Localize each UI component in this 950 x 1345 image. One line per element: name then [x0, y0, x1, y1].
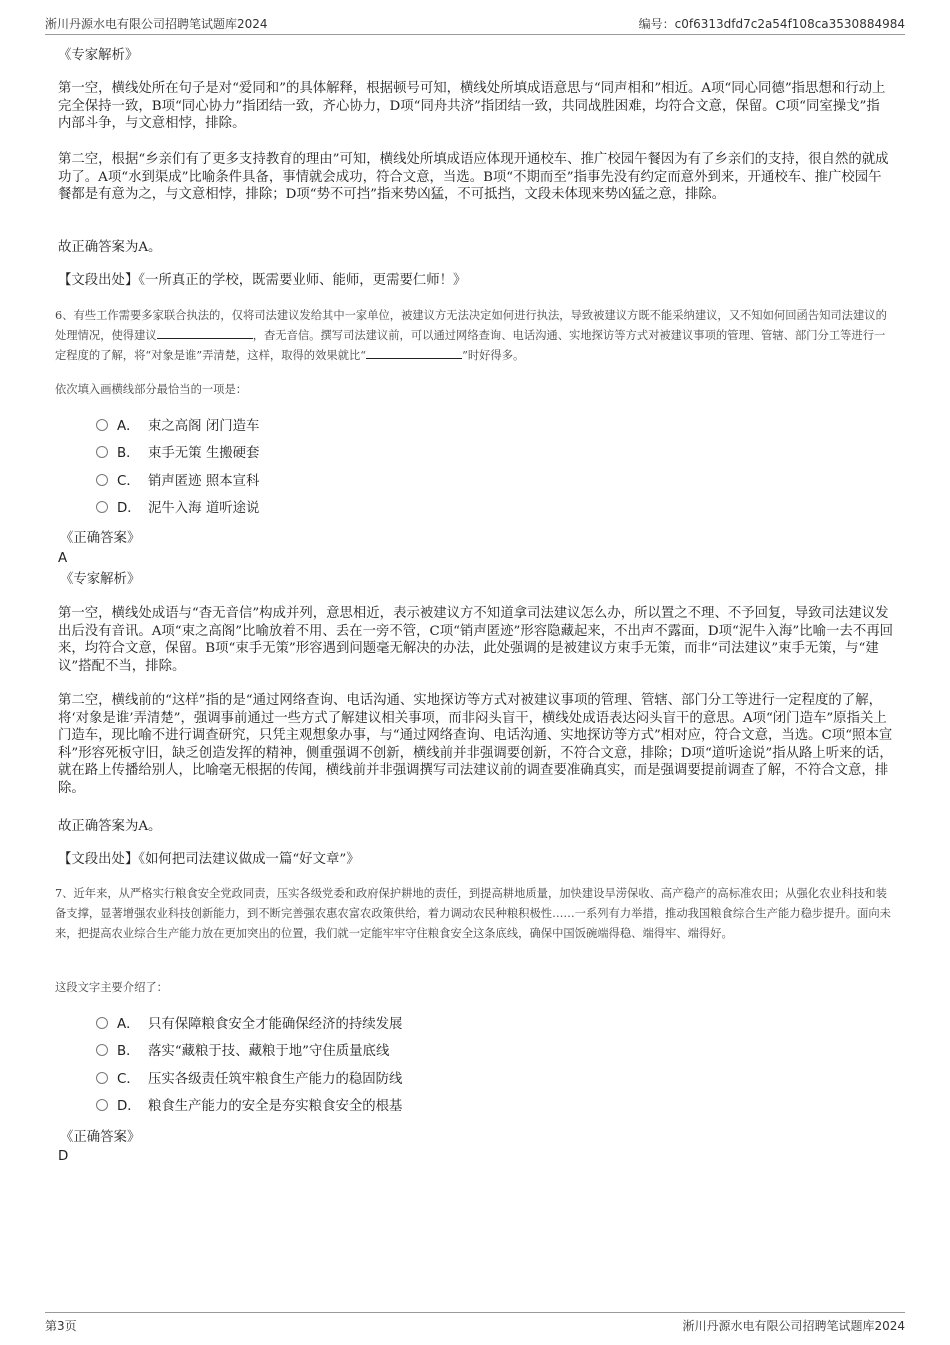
- option-d[interactable]: [96, 499, 259, 519]
- answer-value: A: [58, 551, 68, 566]
- option-text: 粮食生产能力的安全是夯实粮食安全的根基: [148, 1099, 403, 1114]
- analysis-label: 《专家解析》: [60, 572, 141, 587]
- header-doc-number: 编号：c0f6313dfd7c2a54f108ca3530884984: [638, 17, 905, 31]
- option-key: C．: [117, 474, 140, 489]
- header-title: 淅川丹源水电有限公司招聘笔试题库2024: [45, 17, 268, 31]
- answer-value: D: [58, 1149, 69, 1164]
- option-a[interactable]: [96, 1015, 402, 1035]
- question-prompt: 依次填入画横线部分最恰当的一项是：: [55, 383, 248, 396]
- option-text: 束手无策 生搬硬套: [148, 446, 260, 461]
- radio-icon[interactable]: [96, 1099, 108, 1111]
- radio-icon[interactable]: [96, 1072, 108, 1084]
- fill-blank: [366, 346, 462, 359]
- option-c[interactable]: [96, 472, 259, 492]
- option-key: C．: [117, 1072, 140, 1087]
- answer-label: 《正确答案》: [60, 1130, 141, 1145]
- page-footer: [45, 1312, 905, 1335]
- page-number: 第3页: [45, 1319, 77, 1333]
- source-citation: 【文段出处】《一所真正的学校，既需要业师、能师，更需要仁师！》: [58, 273, 467, 288]
- option-key: B．: [117, 446, 140, 461]
- radio-icon[interactable]: [96, 419, 108, 431]
- analysis-label: 《专家解析》: [58, 48, 139, 63]
- stem-part: ”时好得多。: [462, 349, 525, 362]
- footer-title: 淅川丹源水电有限公司招聘笔试题库2024: [682, 1319, 905, 1333]
- option-text: 束之高阁 闭门造车: [148, 419, 260, 434]
- option-key: B．: [117, 1044, 140, 1059]
- option-d[interactable]: [96, 1097, 402, 1117]
- question-prompt: 这段文字主要介绍了：: [55, 981, 168, 994]
- stem-part: ，杳无音信。撰写司法建议前，可以通过网络查询、电话沟通、实地探访等方式对被建议事项的管理、管辖、部门分工等进行一定程度的了解，将“对象是谁”弄清楚，这样，取得的效果就比“: [55, 329, 886, 362]
- option-c[interactable]: [96, 1070, 402, 1090]
- answer-label: 《正确答案》: [60, 531, 141, 546]
- fill-blank: [157, 326, 253, 339]
- option-key: A．: [117, 1017, 140, 1032]
- question-stem: 7、近年来，从严格实行粮食安全党政同责，压实各级党委和政府保护耕地的责任，到提高耕地质量，加快建设旱涝保收、高产稳产的高标准农田；从强化农业科技和装备支撑，显著增强农业科技创新能力，到不断完善强农惠农富农政策供给，着力调动农民种粮积极性……一系列有力举措，推动我国粮食综合生产能力稳步提升。面向未来，把提高农业综合生产能力放在更加突出的位置，我们就一定能牢牢守住粮食安全这条底线，确保中国饭碗端得稳、端得牢、端得好。: [55, 887, 891, 940]
- radio-icon[interactable]: [96, 1017, 108, 1029]
- option-text: 落实“藏粮于技、藏粮于地”守住质量底线: [148, 1044, 390, 1059]
- option-a[interactable]: [96, 417, 259, 437]
- conclusion: 故正确答案为A。: [58, 819, 162, 834]
- option-text: 泥牛入海 道听途说: [148, 501, 260, 516]
- stem-part: 6、有些工作需要多家联合执法的，仅将司法建议发给其中一家单位，被建议方无法决定如何进行执法，导致被建议方既不能采纳建议，又不知如何回函告知司法建议的处理情况，使得建议: [55, 309, 887, 342]
- page-header: [45, 12, 905, 35]
- question-stem: [55, 306, 895, 366]
- option-text: 只有保障粮食安全才能确保经济的持续发展: [148, 1017, 403, 1032]
- source-citation: 【文段出处】《如何把司法建议做成一篇“好文章”》: [58, 852, 360, 867]
- option-text: 销声匿迹 照本宣科: [148, 474, 260, 489]
- analysis-paragraph: 第一空，横线处所在句子是对“爱同和”的具体解释，根据顿号可知，横线处所填成语意思与“同声相和”相近。A项“同心同德”指思想和行动上完全保持一致，B项“同心协力”指团结一致，齐心协力，D项“同舟共济”指团结一致，共同战胜困难，均符合文意，保留。C项“同室操戈”指内部斗争，与文意相悖，排除。: [58, 81, 886, 131]
- radio-icon[interactable]: [96, 1044, 108, 1056]
- analysis-paragraph: 第一空，横线处成语与“杳无音信”构成并列，意思相近，表示被建议方不知道拿司法建议怎么办，所以置之不理、不予回复，导致司法建议发出后没有音讯。A项“束之高阁”比喻放着不用、丢在一旁不管，C项“销声匿迹”形容隐藏起来，不出声不露面，D项“泥牛入海”比喻一去不再回来，均符合文意，保留。B项“束手无策”形容遇到问题毫无解决的办法，此处强调的是被建议方束手无策，而非“司法建议”束手无策，与“建议”搭配不当，排除。: [58, 606, 893, 674]
- analysis-paragraph: 第二空，根据“乡亲们有了更多支持教育的理由”可知，横线处所填成语应体现开通校车、推广校园午餐因为有了乡亲们的支持，很自然的就成功了。A项“水到渠成”比喻条件具备，事情就会成功，符合文意，当选。B项“不期而至”指事先没有约定而意外到来，开通校车、推广校园午餐都是有意为之，与文意相悖，排除；D项“势不可挡”指来势凶猛，不可抵挡，文段未体现来势凶猛之意，排除。: [58, 152, 889, 202]
- option-key: D．: [117, 501, 141, 516]
- radio-icon[interactable]: [96, 446, 108, 458]
- analysis-paragraph: 第二空，横线前的“这样”指的是“通过网络查询、电话沟通、实地探访等方式对被建议事项的管理、管辖、部门分工等进行一定程度的了解，将‘对象是谁’弄清楚”，强调事前通过一些方式了解建议相关事项，而非闷头盲干，横线处成语表达闷头盲干的意思。A项“闭门造车”原指关上门造车，现比喻不进行调查研究，只凭主观想象办事，与“通过网络查询、电话沟通、实地探访等方式”相对应，符合文意，当选。C项“照本宣科”形容死板守旧，缺乏创造发挥的精神，侧重强调不创新，横线前并非强调要创新，不符合文意，排除；D项“道听途说”指从路上听来的话，就在路上传播给别人，比喻毫无根据的传闻，横线前并非强调撰写司法建议前的调查要准确真实，而是强调要提前调查了解，不符合文意，排除。: [58, 693, 893, 796]
- option-b[interactable]: [96, 1042, 389, 1062]
- radio-icon[interactable]: [96, 474, 108, 486]
- option-key: D．: [117, 1099, 141, 1114]
- radio-icon[interactable]: [96, 501, 108, 513]
- option-b[interactable]: [96, 444, 259, 464]
- option-text: 压实各级责任筑牢粮食生产能力的稳固防线: [148, 1072, 403, 1087]
- conclusion: 故正确答案为A。: [58, 240, 162, 255]
- option-key: A．: [117, 419, 140, 434]
